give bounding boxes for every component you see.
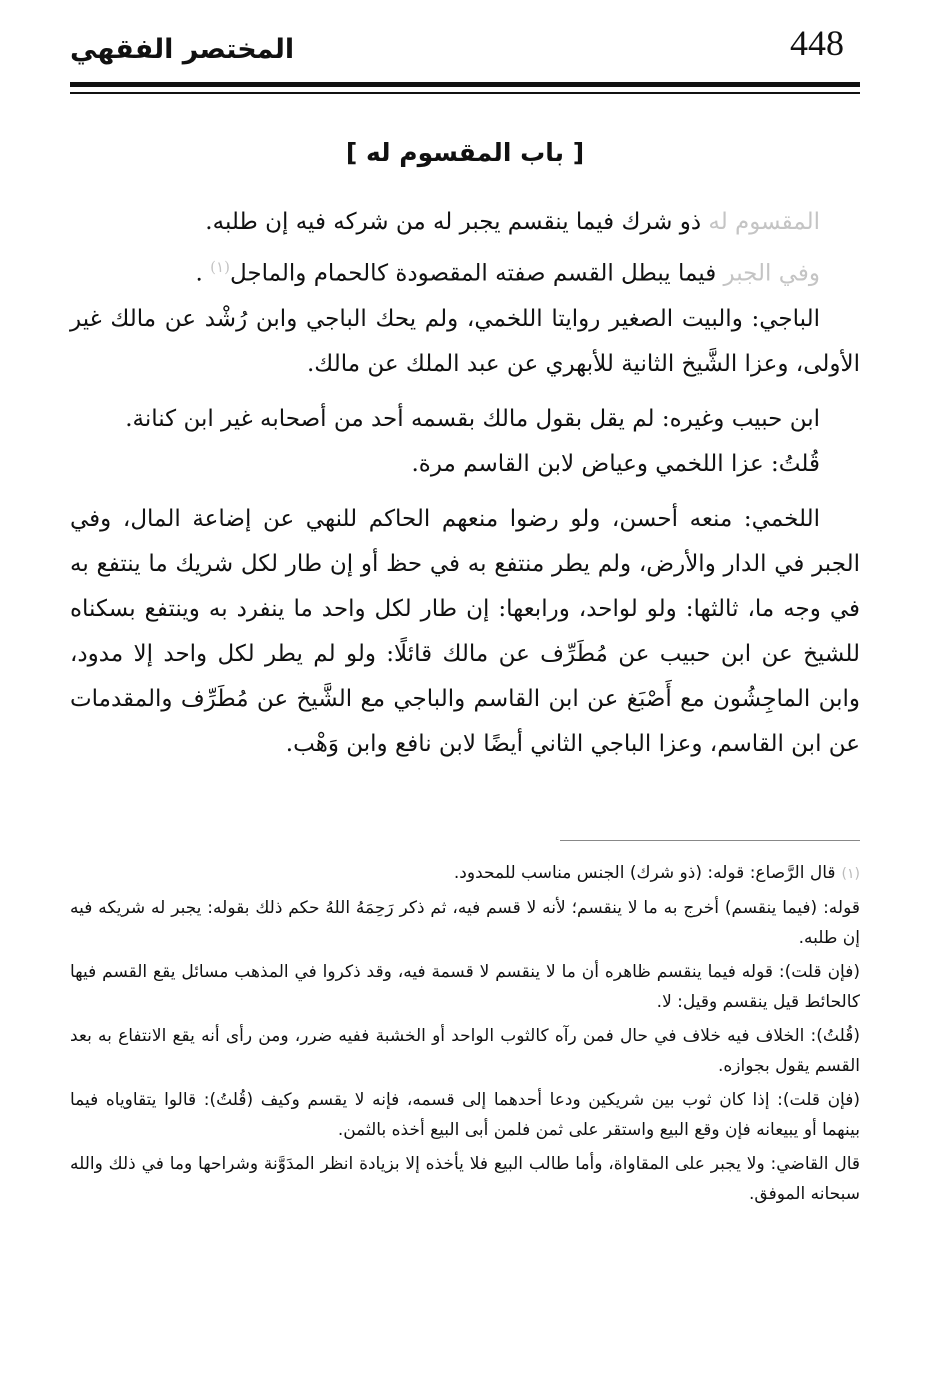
- footnote-text: قال القاضي: ولا يجبر على المقاواة، وأما طالب البيع فلا يأخذه إلا بزيادة انظر المدَوَّنة وشراحها وما في ذلك والله سبحانه الموفق.: [70, 1154, 860, 1204]
- paragraph-text: ابن حبيب وغيره: لم يقل بقول مالك بقسمه أحد من أصحابه غير ابن كنانة.: [125, 405, 820, 432]
- faded-text: المقسوم له: [701, 209, 820, 235]
- paragraph-text: الباجي: والبيت الصغير روايتا اللخمي، ولم يحك الباجي وابن رُشْد عن مالك غير الأولى، وعزا الشَّيخ الثانية للأبهري عن عبد الملك عن مالك.: [70, 305, 860, 377]
- header-rule-thin: [70, 92, 860, 94]
- paragraph-text: فيما يبطل القسم صفته المقصودة كالحمام والماجل: [229, 260, 717, 287]
- main-text: [70, 200, 860, 767]
- paragraph: [70, 397, 860, 442]
- faded-text: وفي الجبر: [716, 260, 820, 287]
- footnote-text: قال الرَّصاع: قوله: (ذو شرك) الجنس مناسب للمحدود.: [453, 863, 836, 883]
- paragraph-text: اللخمي: منعه أحسن، ولو رضوا منعهم الحاكم للنهي عن إضاعة المال، وفي الجبر في الدار والأرض، ولم يطر منتفع به في حظ أو إن طار لكل شريك ما ينتفع به في وجه ما، ثالثها: ولو لواحد، ورابعها: إن طار لكل واحد ما ينفرد به وينتفع بسكناه للشيخ عن ابن حبيب عن مُطَرِّف عن مالك قائلًا: ولو لم يطر لكل واحد إلا مدود، وابن الماجِشُون مع أَصْبَغ عن ابن القاسم والباجي مع الشَّيخ عن مُطَرِّف والمقدمات عن ابن القاسم، وعزا الباجي الثاني أيضًا لابن نافع وابن وَهْب.: [70, 505, 860, 757]
- paragraph: [70, 442, 860, 487]
- book-title: المختصر الفقهي: [70, 34, 295, 65]
- footnote-text: (فإن قلت): إذا كان ثوب بين شريكين ودعا أحدهما إلى قسمه، فإنه لا يقسم وكيف (قُلتُ): قالوا يتقاوياه فيما بينهما أو يبيعانه فإن وقع البيع واستقر على ثمن فلمن أبى البيع أخذه بالثمن.: [70, 1090, 860, 1140]
- header-rule-thick: [70, 82, 860, 87]
- footnote: [70, 1149, 860, 1209]
- page-number: 448: [790, 23, 844, 63]
- footnote-reference[interactable]: (١): [210, 258, 230, 276]
- footnote: [70, 957, 860, 1017]
- paragraph-text: ذو شرك فيما ينقسم يجبر له من شركه فيه إن طلبه.: [205, 209, 702, 235]
- footnote: [70, 893, 860, 953]
- section-heading: [ باب المقسوم له ]: [345, 138, 585, 167]
- footnote: [70, 1085, 860, 1145]
- footnote-text: قوله: (فيما ينقسم) أخرج به ما لا ينقسم؛ لأنه لا قسم فيه، ثم ذكر رَحِمَهُ اللهُ حكم ذلك بقوله: يجبر له شريكه فيه إن طلبه.: [70, 898, 860, 948]
- footnotes: [70, 858, 860, 1213]
- footnote-text: (فإن قلت): قوله فيما ينقسم ظاهره أن ما لا ينقسم لا قسمة فيه، وقد ذكروا في المذهب مسائل يقع القسم فيها كالحائط قيل ينقسم وقيل: لا.: [70, 962, 860, 1012]
- paragraph-text: قُلتُ: عزا اللخمي وعياض لابن القاسم مرة.: [411, 450, 820, 477]
- footnote-number: (١): [841, 866, 860, 882]
- footnote-text: (قُلتُ): الخلاف فيه خلاف في حال فمن رآه كالثوب الواحد أو الخشبة ففيه ضرر، ومن رأى أنه يقع الانتفاع به بعد القسم يقول بجوازه.: [70, 1026, 860, 1076]
- footnote-separator: [560, 840, 860, 841]
- paragraph: [70, 245, 860, 297]
- footnote: [70, 1021, 860, 1081]
- paragraph-suffix: .: [195, 260, 211, 287]
- paragraph: [70, 497, 860, 767]
- footnote: [70, 858, 860, 889]
- paragraph: [70, 200, 860, 245]
- paragraph: [70, 297, 860, 387]
